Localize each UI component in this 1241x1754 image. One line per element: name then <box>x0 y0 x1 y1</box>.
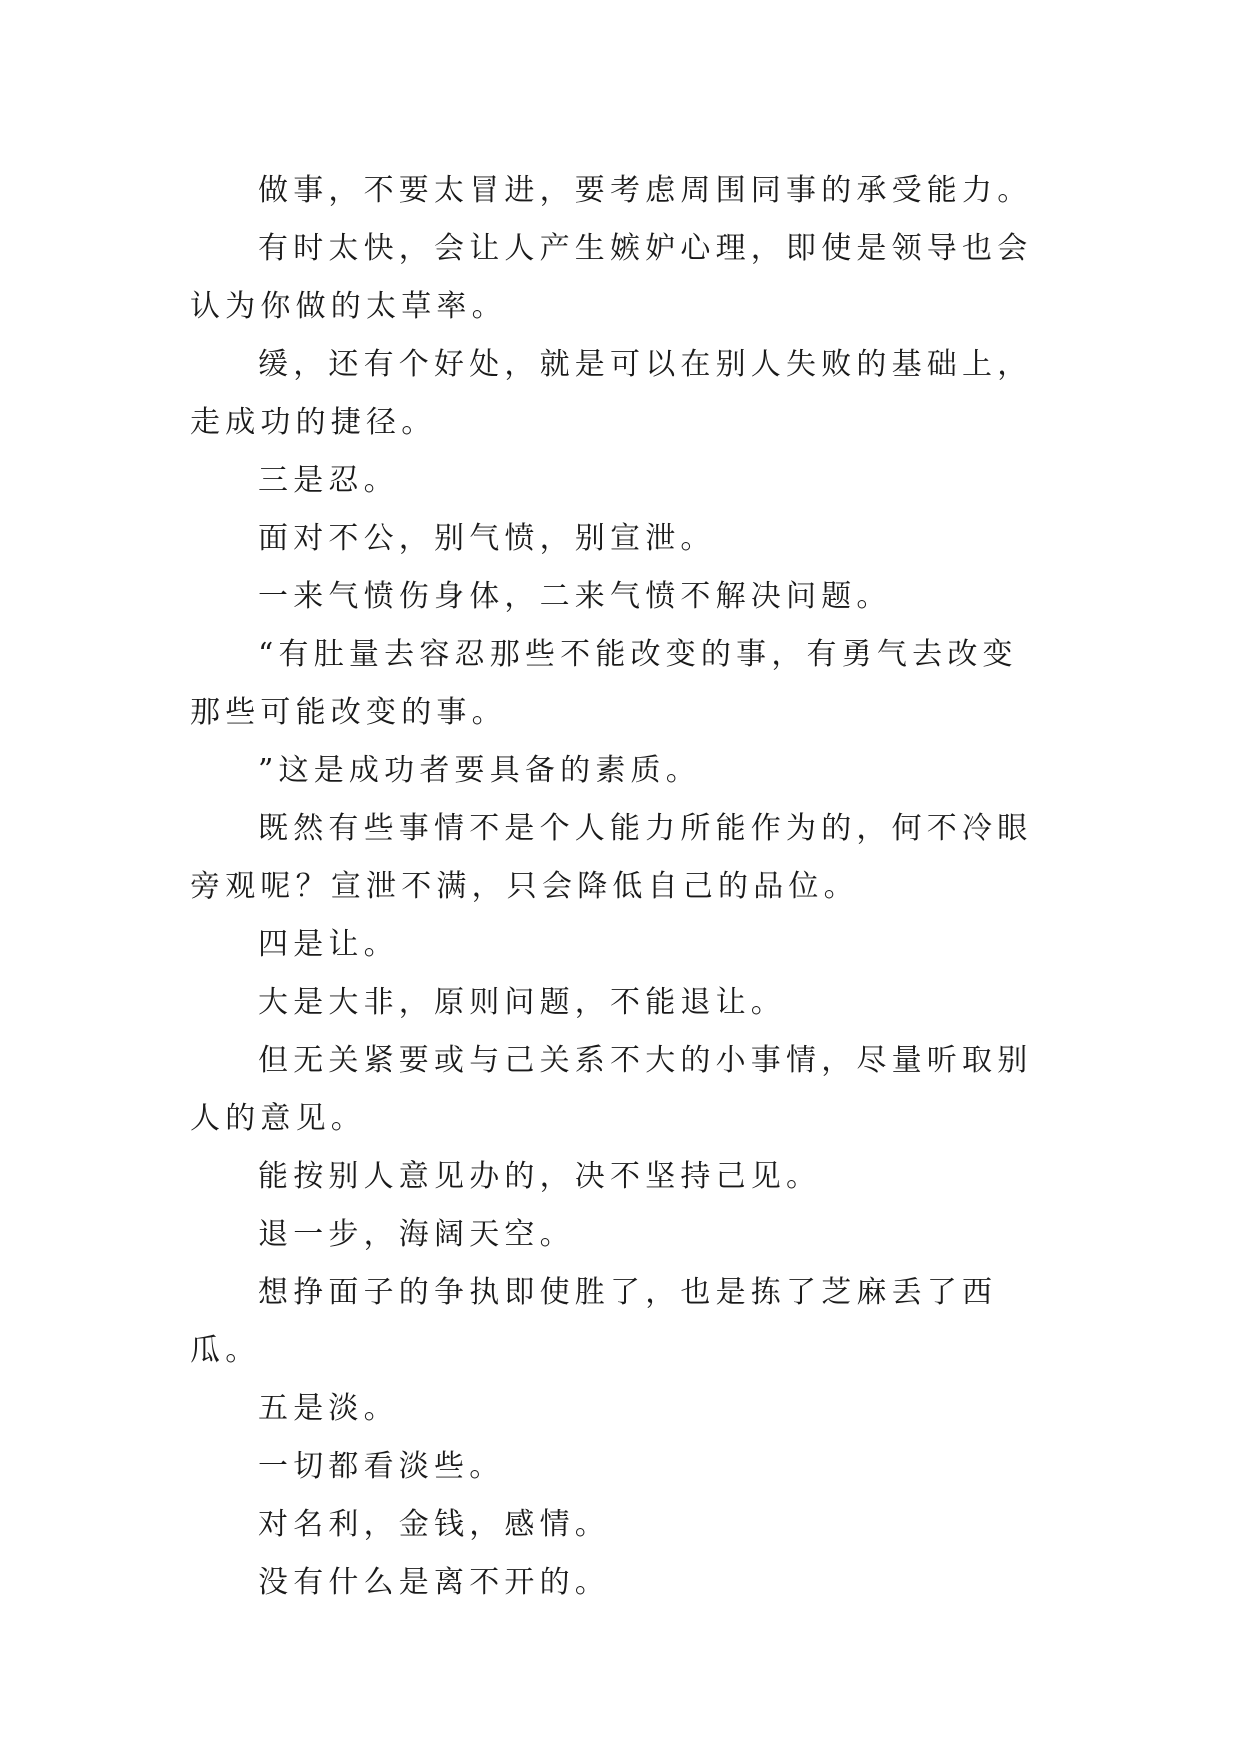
paragraph: 面对不公，别气愤，别宣泄。 <box>258 521 716 556</box>
paragraph: “有肚量去容忍那些不能改变的事，有勇气去改变那些可能改变的事。 <box>190 637 1018 730</box>
paragraph: 三是忍。 <box>258 463 399 498</box>
document-body <box>190 162 1052 1612</box>
paragraph: 有时太快，会让人产生嫉妒心理，即使是领导也会认为你做的太草率。 <box>190 231 1033 324</box>
paragraph: 没有什么是离不开的。 <box>258 1565 610 1600</box>
paragraph: 做事，不要太冒进，要考虑周围同事的承受能力。 <box>258 173 1033 208</box>
paragraph: 一切都看淡些。 <box>258 1449 505 1484</box>
paragraph: 一来气愤伤身体，二来气愤不解决问题。 <box>258 579 892 614</box>
paragraph: 四是让。 <box>258 927 399 962</box>
paragraph: 能按别人意见办的，决不坚持己见。 <box>258 1159 822 1194</box>
paragraph: 既然有些事情不是个人能力所能作为的，何不冷眼旁观呢？宣泄不满，只会降低自己的品位。 <box>190 811 1033 904</box>
paragraph: 五是淡。 <box>258 1391 399 1426</box>
paragraph: 缓，还有个好处，就是可以在别人失败的基础上，走成功的捷径。 <box>190 347 1033 440</box>
paragraph: 对名利，金钱，感情。 <box>258 1507 610 1542</box>
paragraph: 但无关紧要或与己关系不大的小事情，尽量听取别人的意见。 <box>190 1043 1033 1136</box>
paragraph: 大是大非，原则问题，不能退让。 <box>258 985 786 1020</box>
paragraph: ”这是成功者要具备的素质。 <box>258 753 701 788</box>
paragraph: 退一步，海阔天空。 <box>258 1217 575 1252</box>
paragraph: 想挣面子的争执即使胜了，也是拣了芝麻丢了西瓜。 <box>190 1275 998 1368</box>
